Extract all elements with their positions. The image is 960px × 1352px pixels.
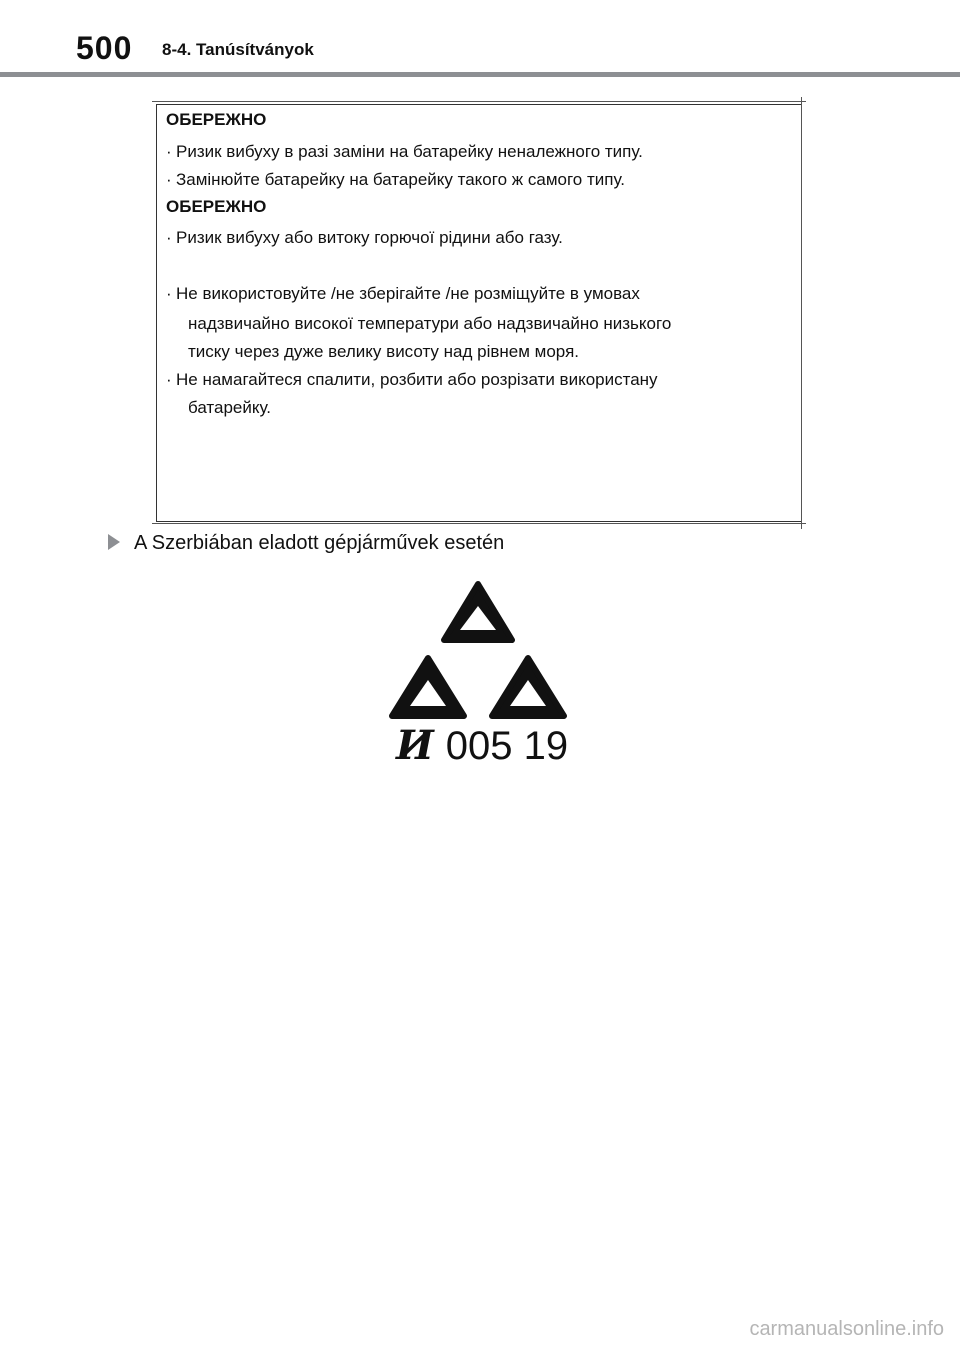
warning-text: Не використовуйте /не зберігайте /не розміщуйте в умовах <box>176 284 640 303</box>
warning-text: Ризик вибуху або витоку горючої рідини або газу. <box>176 228 563 247</box>
warning-line <box>166 170 625 190</box>
warning-heading: ОБЕРЕЖНО <box>166 197 267 216</box>
arrow-right-icon <box>108 534 120 550</box>
bullet-dot: · <box>166 228 172 247</box>
bullet-dot: · <box>166 170 172 189</box>
certification-number: 005 19 <box>445 724 569 768</box>
warning-text-continued: тиску через дуже велику висоту над рівнем моря. <box>188 342 579 361</box>
warning-line <box>166 228 563 248</box>
warning-text: Не намагайтеся спалити, розбити або розрізати використану <box>176 370 658 389</box>
warning-text: Замінюйте батарейку на батарейку такого ж самого типу. <box>176 170 625 189</box>
page-number: 500 <box>76 30 133 66</box>
warning-text-continued: батарейку. <box>188 398 272 417</box>
crop-mark-right <box>801 97 802 529</box>
warning-text-continued: надзвичайно високої температури або надзвичайно низького <box>188 314 672 333</box>
crop-mark-bottom <box>152 523 806 524</box>
warning-line <box>166 142 643 162</box>
warning-label-box <box>156 104 802 522</box>
certification-code <box>396 722 568 769</box>
warning-line <box>166 284 640 304</box>
watermark: carmanualsonline.info <box>749 1318 944 1340</box>
certification-letter: И <box>396 722 434 769</box>
subheading-text: A Szerbiában eladott gépjárművek esetén <box>134 532 505 554</box>
warning-heading: ОБЕРЕЖНО <box>166 110 267 129</box>
subheading <box>108 532 504 555</box>
warning-text: Ризик вибуху в разі заміни на батарейку неналежного типу. <box>176 142 643 161</box>
page-header <box>0 0 960 80</box>
bullet-dot: · <box>166 142 172 161</box>
header-divider <box>0 72 960 77</box>
bullet-dot: · <box>166 370 172 389</box>
section-title: 8-4. Tanúsítványok <box>162 40 314 59</box>
bullet-dot: · <box>166 284 172 303</box>
warning-line <box>166 370 658 390</box>
crop-mark-top <box>152 101 806 102</box>
